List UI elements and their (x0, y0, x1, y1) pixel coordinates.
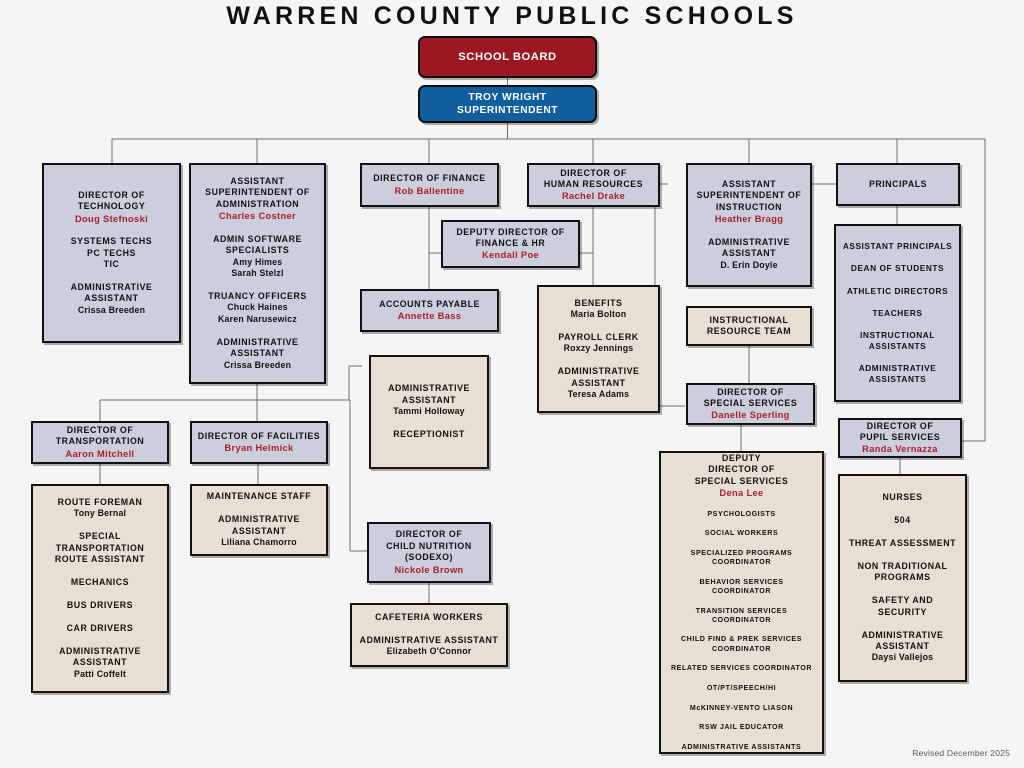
accounts-payable-label: ACCOUNTS PAYABLE (379, 298, 480, 309)
benefits-label: BENEFITS (574, 297, 623, 308)
deputy-ss-line1: DEPUTY (722, 453, 761, 464)
504-label: 504 (894, 515, 911, 526)
facilities-admin-assistant-name: Liliana Chamorro (221, 537, 297, 548)
truancy-name-1: Chuck Haines (227, 302, 288, 313)
instructional-assistants-line1: INSTRUCTIONAL (860, 330, 935, 341)
pupil-services-director-name: Randa Vernazza (862, 444, 938, 455)
node-pupil-services-staff[interactable] (838, 474, 967, 682)
admin-role-line3: ADMINISTRATION (215, 198, 300, 209)
tech-admin-assistant-line1: ADMINISTRATIVE (70, 281, 153, 292)
facilities-role: DIRECTOR OF FACILITIES (197, 430, 321, 441)
admin-assistant-name: Crissa Breeden (223, 359, 292, 370)
finance-director-name: Rob Ballentine (394, 185, 465, 196)
transition-services-line1: TRANSITION SERVICES (695, 606, 788, 615)
related-services-coordinator-label: RELATED SERVICES COORDINATOR (671, 664, 812, 673)
ss-admin-assistants-label: ADMINISTRATIVE ASSISTANTS (681, 742, 802, 751)
ot-pt-speech-hi-label: OT/PT/SPEECH/HI (706, 683, 777, 692)
node-school-staff[interactable] (834, 224, 961, 402)
transition-services-line2: COORDINATOR (712, 615, 771, 624)
superintendent-name: TROY WRIGHT (468, 91, 547, 103)
transportation-director-name: Aaron Mitchell (65, 448, 135, 459)
hr-admin-assistant-line2: ASSISTANT (571, 377, 626, 388)
pupil-services-role-line1: DIRECTOR OF (866, 420, 934, 431)
instruction-leader-name: Heather Bragg (714, 214, 784, 225)
specialized-programs-line1: SPECIALIZED PROGRAMS (690, 548, 793, 557)
transportation-role-line2: TRANSPORTATION (55, 436, 145, 447)
route-foreman-label: ROUTE FOREMAN (57, 496, 143, 507)
tech-role-line2: TECHNOLOGY (77, 201, 146, 212)
tech-tic: TIC (103, 259, 120, 270)
assistant-principals-label: ASSISTANT PRINCIPALS (842, 241, 953, 252)
node-director-technology[interactable] (42, 163, 181, 343)
pupil-admin-assistant-line1: ADMINISTRATIVE (861, 629, 944, 640)
special-services-role-line2: SPECIAL SERVICES (703, 397, 798, 408)
admin-assistant-line1: ADMINISTRATIVE (216, 336, 299, 347)
node-director-special-services[interactable] (686, 383, 815, 425)
node-child-nutrition-staff[interactable] (350, 603, 508, 667)
threat-assessment-label: THREAT ASSESSMENT (848, 537, 957, 548)
admin-leader-name: Charles Costner (218, 211, 297, 222)
payroll-clerk-name: Roxzy Jennings (563, 343, 634, 354)
node-director-transportation[interactable] (31, 421, 169, 464)
irt-line1: INSTRUCTIONAL (709, 314, 789, 325)
transportation-role-line1: DIRECTOR OF (66, 425, 134, 436)
deputy-finance-name: Kendall Poe (481, 250, 540, 261)
non-traditional-programs-line2: PROGRAMS (874, 572, 931, 583)
hr-admin-assistant-line1: ADMINISTRATIVE (557, 366, 640, 377)
instruction-admin-assistant-name: D. Erin Doyle (720, 259, 778, 270)
revision-footer: Revised December 2025 (912, 748, 1010, 758)
tech-pc-techs: PC TECHS (87, 247, 136, 258)
teachers-label: TEACHERS (872, 307, 923, 318)
admin-role-line2: SUPERINTENDENT OF (205, 187, 310, 198)
node-accounts-payable[interactable] (360, 289, 499, 332)
child-find-prek-line2: COORDINATOR (712, 644, 771, 653)
instruction-admin-assistant-line2: ASSISTANT (721, 248, 777, 259)
admin-software-name-1: Amy Himes (232, 256, 283, 267)
hr-admin-assistant-name: Teresa Adams (567, 389, 630, 400)
admin-role-line1: ASSISTANT (230, 175, 285, 186)
cafeteria-workers-label: CAFETERIA WORKERS (375, 612, 483, 623)
irt-line2: RESOURCE TEAM (706, 326, 792, 336)
node-principals[interactable] (836, 163, 960, 206)
node-director-human-resources[interactable] (527, 163, 660, 207)
deputy-finance-role-line2: FINANCE & HR (475, 237, 546, 248)
node-asst-supt-administration[interactable] (189, 163, 326, 384)
node-asst-supt-instruction[interactable] (686, 163, 812, 287)
cafeteria-admin-assistant-label: ADMINISTRATIVE ASSISTANT (359, 635, 499, 646)
deputy-ss-name: Dena Lee (719, 488, 764, 499)
behavior-services-line1: BEHAVIOR SERVICES (699, 577, 784, 586)
non-traditional-programs-line1: NON TRADITIONAL (857, 560, 948, 571)
admin-software-specialists-line2: SPECIALISTS (225, 245, 290, 256)
node-hr-staff[interactable] (537, 285, 660, 413)
deputy-finance-role-line1: DEPUTY DIRECTOR OF (456, 226, 565, 237)
specialized-programs-line2: COORDINATOR (712, 558, 771, 567)
special-transportation-line3: ROUTE ASSISTANT (54, 554, 146, 565)
page-title: WARREN COUNTY PUBLIC SCHOOLS (226, 2, 798, 30)
finance-role: DIRECTOR OF FINANCE (373, 173, 486, 184)
payroll-clerk-label: PAYROLL CLERK (558, 331, 639, 342)
node-deputy-director-finance-hr[interactable] (441, 220, 580, 268)
school-admin-assistants-line2: ASSISTANTS (868, 374, 927, 385)
special-transportation-line1: SPECIAL (79, 531, 121, 542)
pupil-admin-assistant-line2: ASSISTANT (875, 641, 930, 652)
instruction-role-line2: SUPERINTENDENT OF (696, 190, 802, 201)
facilities-admin-assistant-line1: ADMINISTRATIVE (218, 514, 300, 525)
dean-of-students-label: DEAN OF STUDENTS (850, 263, 945, 274)
bus-drivers-label: BUS DRIVERS (66, 599, 134, 610)
mechanics-label: MECHANICS (70, 577, 130, 588)
child-nutrition-director-name: Nickole Brown (394, 564, 464, 575)
tech-admin-assistant-line2: ASSISTANT (84, 293, 139, 304)
admin-software-specialists-line1: ADMIN SOFTWARE (213, 233, 302, 244)
node-director-finance[interactable] (360, 163, 499, 207)
node-director-pupil-services[interactable] (838, 418, 962, 458)
node-transportation-staff[interactable] (31, 484, 169, 693)
child-nutrition-role-line2: CHILD NUTRITION (386, 540, 472, 551)
behavior-services-line2: COORDINATOR (712, 587, 771, 596)
child-find-prek-line1: CHILD FIND & PREK SERVICES (681, 635, 802, 644)
instruction-admin-assistant-line1: ADMINISTRATIVE (708, 236, 790, 247)
tech-role-line1: DIRECTOR OF (78, 189, 145, 200)
receptionist-label: RECEPTIONIST (393, 429, 465, 440)
special-services-director-name: Danelle Sperling (711, 410, 790, 421)
rsw-jail-educator-label: RSW JAIL EDUCATOR (699, 723, 784, 732)
safety-security-line1: SAFETY AND (871, 595, 934, 606)
node-school-board[interactable] (418, 36, 597, 78)
maintenance-staff-label: MAINTENANCE STAFF (206, 491, 312, 502)
pupil-admin-assistant-name: Daysi Vallejos (871, 652, 934, 663)
school-admin-assistants-line1: ADMINISTRATIVE (858, 363, 937, 374)
node-superintendent[interactable] (418, 85, 597, 123)
accounts-payable-name: Annette Bass (397, 311, 462, 322)
benefits-name: Maria Bolton (570, 308, 627, 319)
nurses-label: NURSES (882, 492, 923, 503)
facilities-admin-assistant-line2: ASSISTANT (231, 525, 287, 536)
admin-assistant-line2: ASSISTANT (230, 348, 285, 359)
athletic-directors-label: ATHLETIC DIRECTORS (846, 285, 949, 296)
mckinney-vento-liason-label: McKINNEY-VENTO LIASON (689, 703, 794, 712)
truancy-officers-label: TRUANCY OFFICERS (208, 291, 307, 301)
social-workers-label: SOCIAL WORKERS (704, 529, 779, 538)
node-special-services-staff[interactable] (659, 451, 824, 754)
deputy-ss-line3: SPECIAL SERVICES (694, 475, 789, 486)
hr-role-line2: HUMAN RESOURCES (543, 178, 644, 189)
central-admin-assistant-name: Tammi Holloway (393, 406, 465, 417)
node-facilities-staff[interactable] (190, 484, 328, 556)
route-foreman-name: Tony Bernal (73, 508, 127, 519)
node-director-facilities[interactable] (190, 421, 328, 464)
node-admin-assistant-reception[interactable] (369, 355, 489, 469)
cafeteria-admin-assistant-name: Elizabeth O'Connor (386, 646, 472, 657)
special-transportation-line2: TRANSPORTATION (55, 542, 145, 553)
admin-software-name-2: Sarah Stelzl (231, 268, 284, 279)
central-admin-assistant-line2: ASSISTANT (401, 394, 457, 405)
safety-security-line2: SECURITY (878, 606, 927, 617)
superintendent-title: SUPERINTENDENT (456, 105, 559, 116)
tech-admin-assistant-name: Crissa Breeden (77, 304, 146, 315)
hr-role-line1: DIRECTOR OF (560, 167, 627, 178)
node-instructional-resource-team[interactable] (686, 306, 812, 346)
instruction-role-line1: ASSISTANT (721, 178, 777, 189)
tech-systems-techs: SYSTEMS TECHS (70, 236, 153, 247)
facilities-director-name: Bryan Helmick (224, 443, 294, 454)
psychologists-label: PSYCHOLOGISTS (707, 509, 776, 518)
truancy-name-2: Karen Narusewicz (218, 313, 297, 324)
child-nutrition-role-line3: (SODEXO) (405, 552, 453, 563)
deputy-ss-line2: DIRECTOR OF (708, 464, 775, 475)
hr-director-name: Rachel Drake (561, 191, 626, 202)
instructional-assistants-line2: ASSISTANTS (868, 341, 927, 352)
node-director-child-nutrition[interactable] (367, 522, 491, 583)
child-nutrition-role-line1: DIRECTOR OF (395, 529, 463, 540)
principals-label: PRINCIPALS (868, 178, 928, 189)
pupil-services-role-line2: PUPIL SERVICES (859, 431, 941, 442)
central-admin-assistant-line1: ADMINISTRATIVE (388, 383, 470, 394)
special-services-role-line1: DIRECTOR OF (717, 386, 784, 397)
transportation-admin-assistant-name: Patti Coffelt (74, 668, 126, 679)
school-board-label: SCHOOL BOARD (458, 50, 557, 63)
tech-director-name: Doug Stefnoski (74, 213, 149, 224)
car-drivers-label: CAR DRIVERS (66, 622, 134, 633)
transportation-admin-assistant-line2: ASSISTANT (72, 657, 128, 668)
transportation-admin-assistant-line1: ADMINISTRATIVE (59, 645, 141, 656)
instruction-role-line3: INSTRUCTION (715, 201, 783, 212)
